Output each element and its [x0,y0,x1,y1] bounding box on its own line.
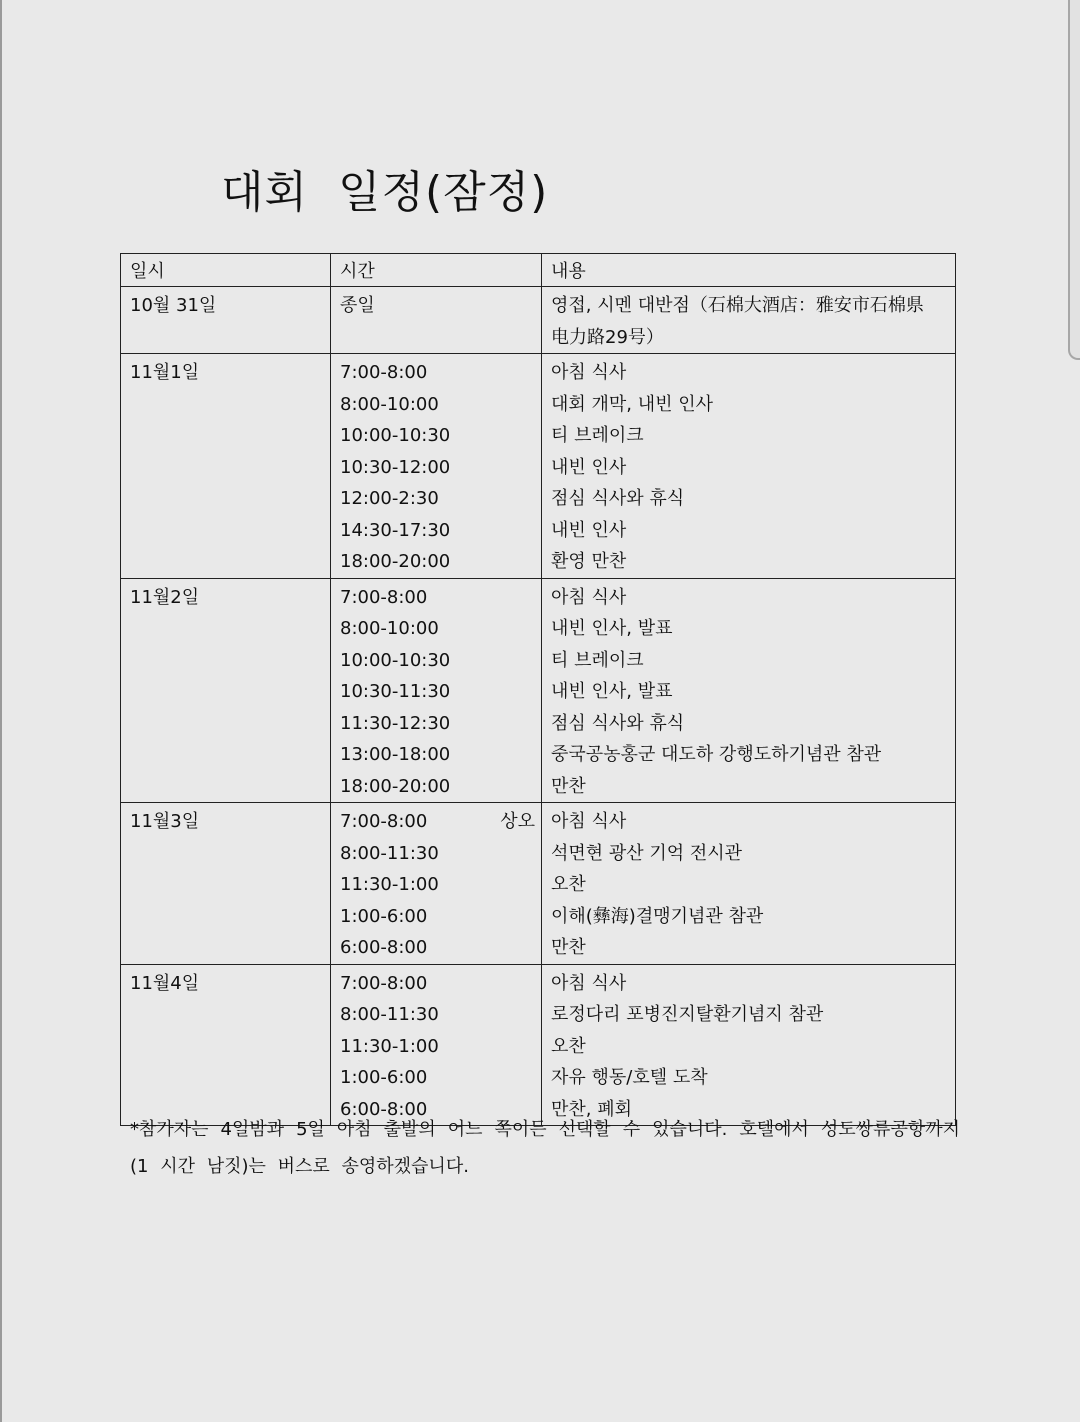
time-cell [331,287,542,354]
time-text: 11:30-1:00 [340,1035,439,1057]
scroll-edge-tab[interactable] [1068,0,1080,360]
content-text: 이해(彝海)결맹기념관 참관 [551,905,764,927]
time-text: 8:00-11:30 [340,1004,439,1025]
time-cell [331,578,542,803]
footnote: *참가자는 4일밤과 5일 아침 출발의 어느 쪽이든 선택할 수 있습니다. 호텔에서 성도쌍류공항까지 (1 시간 남짓)는 버스로 송영하겠습니다. [130,1119,960,1177]
table-row [121,964,956,1126]
content-text: 电力路29号） [551,326,664,348]
content-text: 내빈 인사, 발표 [551,618,673,639]
date-cell [121,964,331,1126]
content-text: 내빈 인사 [551,456,627,478]
content-text: 아침 식사 [551,362,627,383]
time-text: 6:00-8:00 [340,1098,428,1120]
content-text: 자유 행동/호텔 도착 [551,1067,708,1088]
date-cell [121,354,331,579]
content-text: 점심 식사와 휴식 [551,488,685,509]
time-text: 1:00-6:00 [340,1067,428,1088]
page-left-edge [0,0,2,1422]
content-text: 로정다리 포병진지탈환기념지 참관 [551,1004,824,1025]
table-header-row [121,254,956,287]
content-text: 내빈 인사 [551,519,627,541]
time-text: 11:30-1:00 [340,874,439,895]
content-text: 환영 만찬 [551,551,627,572]
content-cell [542,287,956,354]
content-text: 만찬 [551,937,586,958]
time-text: 10:30-12:00 [340,456,451,478]
header-content: 내용 [542,254,956,287]
date-text: 11월3일 [130,811,200,832]
time-note: 상오 [500,811,535,832]
date-text: 11월1일 [130,362,200,383]
time-text: 13:00-18:00 [340,744,451,765]
time-text: 8:00-10:00 [340,393,439,415]
document-title: 대회 일정(잠정) [221,167,549,218]
time-text: 8:00-11:30 [340,842,439,864]
content-text: 오찬 [551,1035,586,1057]
time-text: 10:00-10:30 [340,649,451,671]
date-text: 11월2일 [130,586,200,608]
content-text: 석면현 광산 기억 전시관 [551,842,743,864]
content-text: 만찬, 폐회 [551,1098,632,1120]
content-text: 티 브레이크 [551,425,644,446]
time-text: 18:00-20:00 [340,551,451,572]
time-cell [331,803,542,965]
time-cell [331,354,542,579]
date-text: 10월 31일 [130,295,217,316]
content-cell [542,354,956,579]
time-text: 1:00-6:00 [340,905,428,927]
date-cell [121,578,331,803]
content-text: 티 브레이크 [551,649,644,671]
content-text: 중국공농홍군 대도하 강행도하기념관 참관 [551,744,882,765]
time-text: 11:30-12:30 [340,712,451,734]
header-date: 일시 [121,254,331,287]
date-cell [121,803,331,965]
content-text: 아침 식사 [551,811,627,832]
date-text: 11월4일 [130,972,200,994]
time-text: 7:00-8:00 [340,586,428,608]
schedule-table [120,253,956,1126]
content-text: 아침 식사 [551,586,627,608]
time-text: 7:00-8:00 [340,972,428,994]
content-text: 오찬 [551,874,586,895]
time-text: 18:00-20:00 [340,775,451,797]
content-text: 점심 식사와 휴식 [551,712,685,734]
time-text: 7:00-8:00 [340,811,428,832]
content-text: 대회 개막, 내빈 인사 [551,393,713,415]
content-cell [542,578,956,803]
table-row [121,578,956,803]
content-cell [542,803,956,965]
time-text: 10:00-10:30 [340,425,451,446]
table-row [121,287,956,354]
table-row [121,803,956,965]
content-text: 아침 식사 [551,972,627,994]
time-text: 10:30-11:30 [340,681,451,702]
time-text: 6:00-8:00 [340,937,428,958]
header-time: 시간 [331,254,542,287]
time-text: 8:00-10:00 [340,618,439,639]
content-cell [542,964,956,1126]
content-text: 영접, 시멘 대반점（石棉大酒店：雅安市石棉県 [551,295,924,316]
time-cell [331,964,542,1126]
time-text: 종일 [340,295,375,316]
date-cell [121,287,331,354]
time-text: 12:00-2:30 [340,488,439,509]
time-line [340,806,533,838]
table-row [121,354,956,579]
time-text: 7:00-8:00 [340,362,428,383]
content-text: 만찬 [551,775,586,797]
content-text: 내빈 인사, 발표 [551,681,673,702]
time-text: 14:30-17:30 [340,519,451,541]
